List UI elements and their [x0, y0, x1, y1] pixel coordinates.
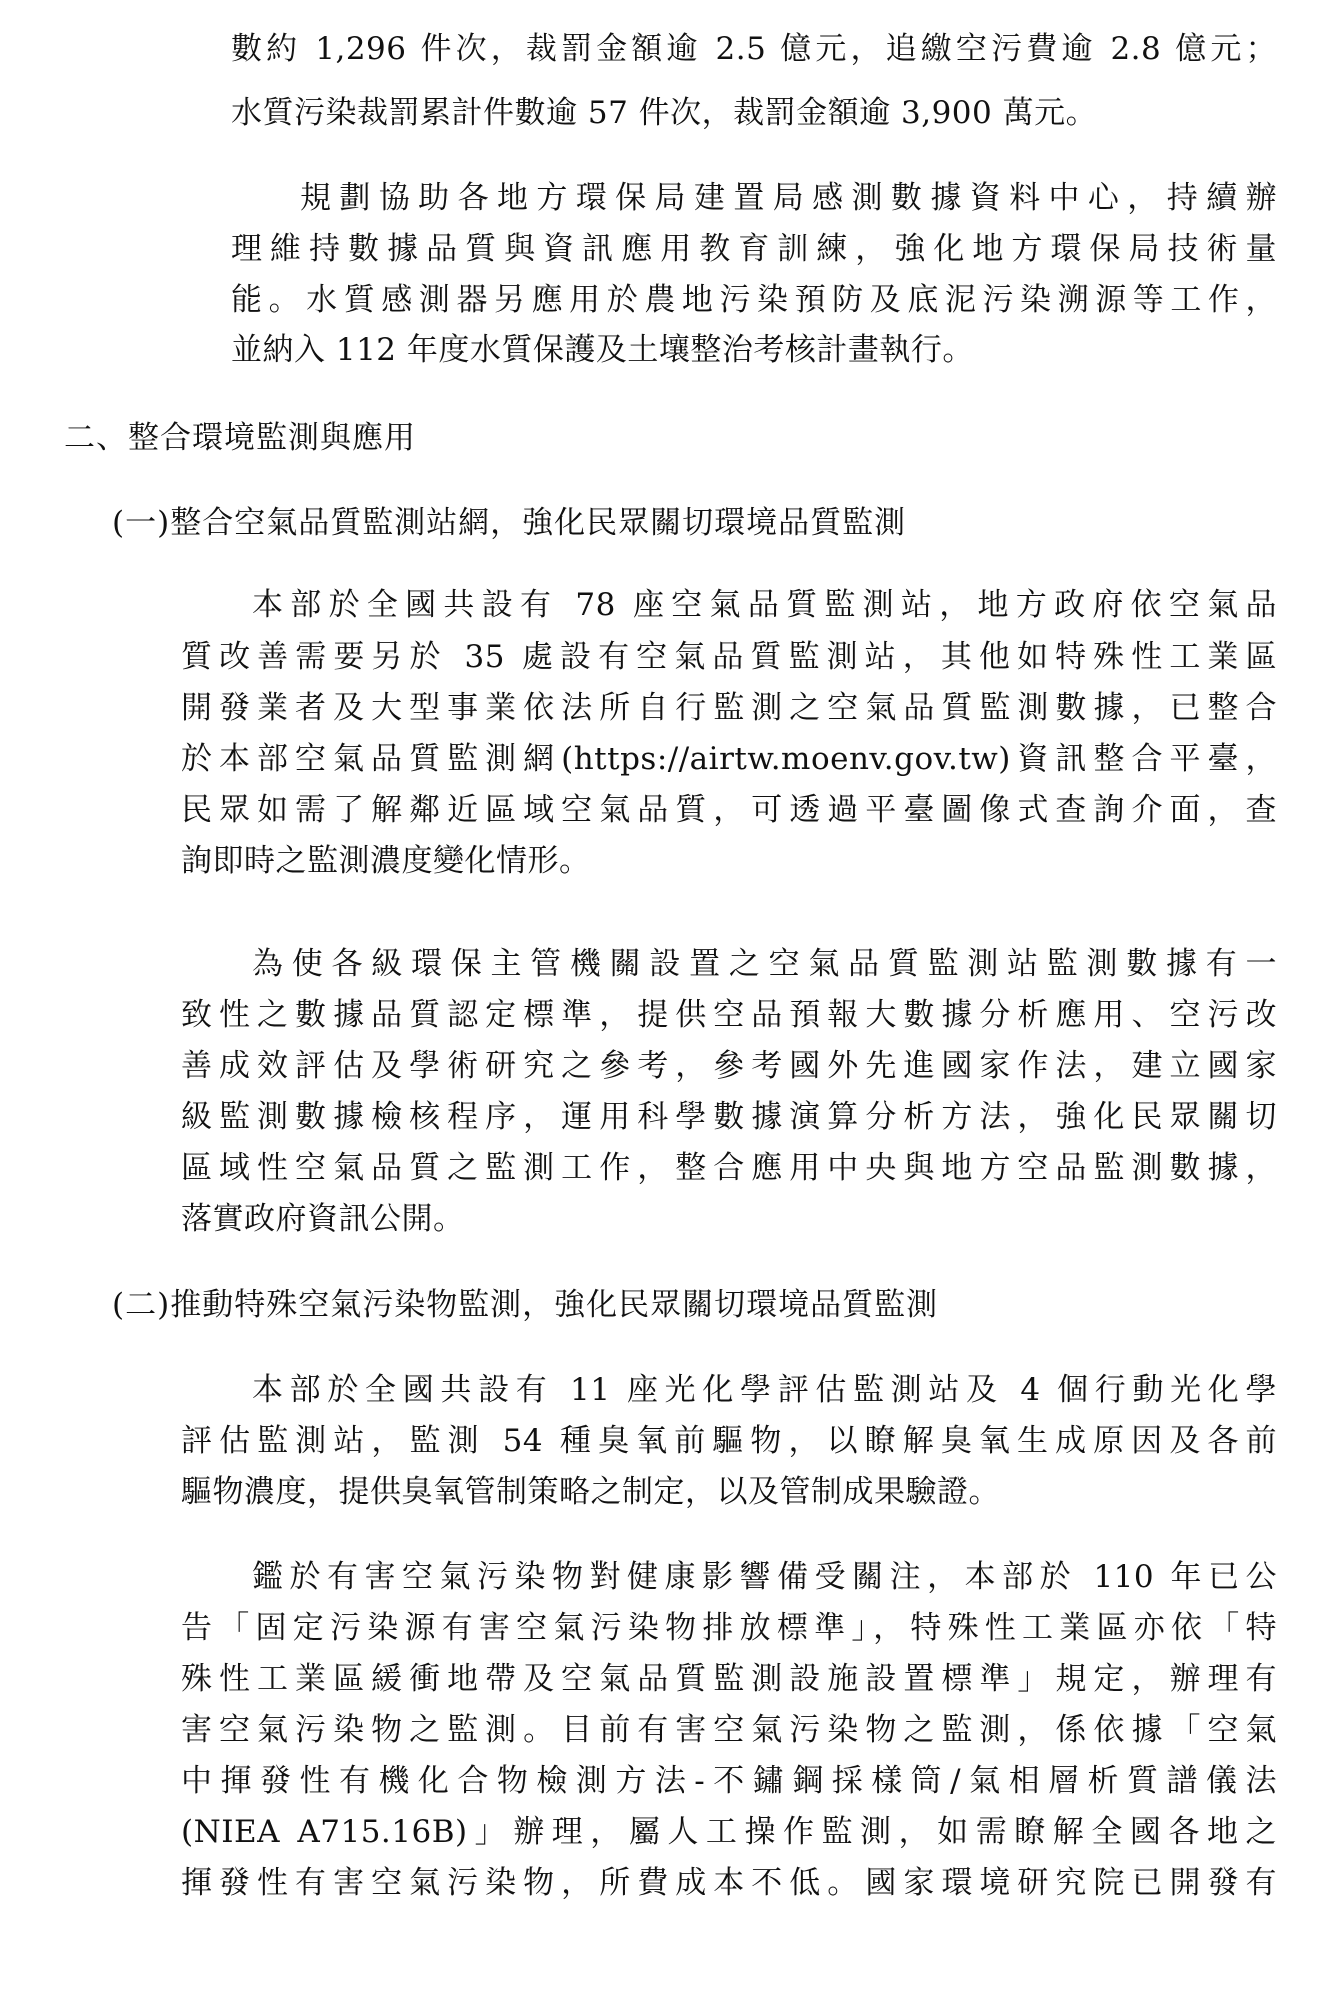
paragraph-line: 數約 1,296 件次，裁罰金額逾 2.5 億元，追繳空污費逾 2.8 億元；: [231, 31, 1277, 67]
paragraph-line: 善成效評估及學術研究之參考，參考國外先進國家作法，建立國家: [181, 1048, 1277, 1084]
paragraph-line: 質改善需要另於 35 處設有空氣品質監測站，其他如特殊性工業區: [181, 639, 1277, 675]
paragraph-line: 害空氣污染物之監測。目前有害空氣污染物之監測，係依據「空氣: [181, 1712, 1277, 1748]
paragraph-line: 告「固定污染源有害空氣污染物排放標準」，特殊性工業區亦依「特: [181, 1610, 1277, 1646]
paragraph-line: 為使各級環保主管機關設置之空氣品質監測站監測數據有一: [252, 946, 1277, 982]
paragraph-line: 民眾如需了解鄰近區域空氣品質，可透過平臺圖像式查詢介面，查: [181, 792, 1277, 828]
paragraph-line: 中揮發性有機化合物檢測方法-不鏽鋼採樣筒/氣相層析質譜儀法: [181, 1763, 1277, 1799]
paragraph-line: 理維持數據品質與資訊應用教育訓練，強化地方環保局技術量: [231, 231, 1277, 267]
paragraph-line: 級監測數據檢核程序，運用科學數據演算分析方法，強化民眾關切: [181, 1099, 1277, 1135]
paragraph-line: 揮發性有害空氣污染物，所費成本不低。國家環境研究院已開發有: [181, 1865, 1277, 1901]
paragraph-line: 開發業者及大型事業依法所自行監測之空氣品質監測數據，已整合: [181, 690, 1277, 726]
paragraph-line: (NIEA A715.16B)」辦理，屬人工操作監測，如需瞭解全國各地之: [181, 1814, 1277, 1850]
paragraph-line: 詢即時之監測濃度變化情形。: [181, 843, 591, 879]
paragraph-line: 能。水質感測器另應用於農地污染預防及底泥污染溯源等工作，: [231, 282, 1277, 318]
paragraph-line: 本部於全國共設有 78 座空氣品質監測站，地方政府依空氣品: [252, 587, 1277, 623]
paragraph-line: 驅物濃度，提供臭氧管制策略之制定，以及管制成果驗證。: [181, 1474, 1000, 1510]
paragraph-line: 本部於全國共設有 11 座光化學評估監測站及 4 個行動光化學: [252, 1372, 1277, 1408]
paragraph-line: 致性之數據品質認定標準，提供空品預報大數據分析應用、空污改: [181, 997, 1277, 1033]
paragraph-line: 落實政府資訊公開。: [181, 1201, 465, 1237]
paragraph-line: 區域性空氣品質之監測工作，整合應用中央與地方空品監測數據，: [181, 1150, 1277, 1186]
subsection-heading: (一)整合空氣品質監測站網，強化民眾關切環境品質監測: [112, 505, 907, 541]
paragraph-line: 鑑於有害空氣污染物對健康影響備受關注，本部於 110 年已公: [252, 1559, 1277, 1595]
paragraph-line: 於本部空氣品質監測網(https://airtw.moenv.gov.tw)資訊整合平臺，: [181, 741, 1277, 777]
paragraph-line: 並納入 112 年度水質保護及土壤整治考核計畫執行。: [231, 332, 974, 368]
paragraph-line: 評估監測站，監測 54 種臭氧前驅物，以瞭解臭氧生成原因及各前: [181, 1423, 1277, 1459]
section-heading: 二、整合環境監測與應用: [64, 420, 416, 456]
paragraph-line: 水質污染裁罰累計件數逾 57 件次，裁罰金額逾 3,900 萬元。: [231, 95, 1098, 131]
paragraph-line: 規劃協助各地方環保局建置局感測數據資料中心，持續辦: [300, 180, 1277, 216]
subsection-heading: (二)推動特殊空氣污染物監測，強化民眾關切環境品質監測: [112, 1287, 939, 1323]
paragraph-line: 殊性工業區緩衝地帶及空氣品質監測設施設置標準」規定，辦理有: [181, 1661, 1277, 1697]
